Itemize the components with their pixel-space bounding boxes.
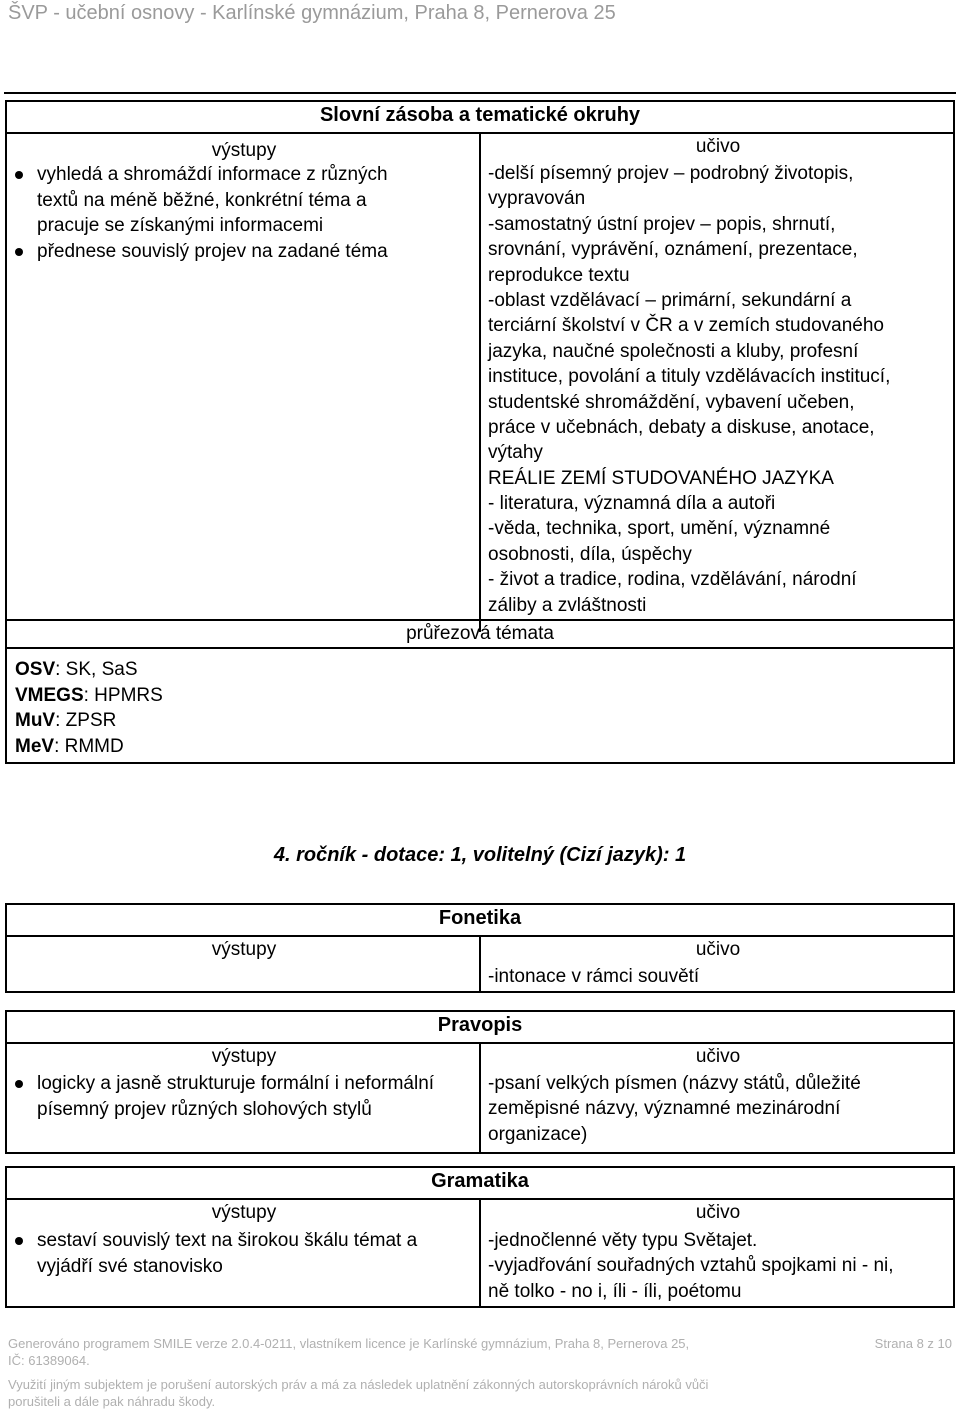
content-line: osobnosti, díla, úspěchy — [488, 543, 692, 565]
outputs-header: výstupy — [211, 1046, 277, 1067]
content-line: instituce, povolání a tituly vzdělávacích institucí, — [488, 366, 891, 388]
content-line: reprodukce textu — [488, 264, 630, 286]
content-line: -jednočlenné věty typu Světajet. — [488, 1230, 758, 1251]
content-line: jazyka, naučné společnosti a kluby, profesní — [488, 340, 859, 362]
cross-topics-divider — [7, 619, 953, 621]
content-line: výtahy — [488, 442, 543, 464]
content-line: zeměpisné názvy, významné mezinárodní — [488, 1098, 841, 1120]
content-line: srovnání, vyprávění, oznámení, prezentace, — [488, 239, 858, 261]
content-line: REÁLIE ZEMÍ STUDOVANÉHO JAZYKA — [488, 467, 834, 489]
outputs-header: výstupy — [211, 1202, 277, 1223]
pravopis-table — [5, 1010, 955, 1154]
cross-topic: MuV: ZPSR — [15, 710, 117, 731]
content-line: -samostatný ústní projev – popis, shrnutí, — [488, 213, 836, 235]
content-lines — [488, 1228, 894, 1304]
bullet-icon — [15, 1237, 23, 1245]
outputs-header: výstupy — [211, 140, 277, 161]
outputs-list — [11, 1071, 451, 1122]
cross-topics-list — [15, 657, 163, 759]
content-line: vypravován — [488, 188, 586, 210]
bullet-icon — [15, 248, 23, 256]
list-item: přednese souvislý projev na zadané téma — [11, 239, 431, 265]
cross-topic: OSV: SK, SaS — [15, 659, 138, 680]
outputs-list — [11, 162, 431, 264]
fonetika-table — [5, 903, 955, 993]
content-lines — [488, 964, 699, 989]
content-lines — [488, 1071, 861, 1147]
content-lines — [488, 161, 890, 618]
table-title: Fonetika — [438, 907, 522, 929]
content-header: učivo — [695, 1202, 741, 1223]
table-title: Gramatika — [431, 1170, 529, 1192]
footer-generated: Generováno programem SMILE verze 2.0.4-0211, vlastníkem licence je Karlínské gymnázium, Praha 8, Pernerova 25, IČ: 61389064. — [8, 1336, 690, 1368]
content-line: studentské shromáždění, vybavení učeben, — [488, 391, 855, 413]
content-header: učivo — [695, 1046, 741, 1067]
content-line: - život a tradice, rodina, vzdělávání, národní — [488, 569, 857, 591]
content-header: učivo — [695, 939, 741, 960]
footer-copyright: Využití jiným subjektem je porušení autorských práv a má za následek uplatnění zákonných autorskoprávních nároků vůči porušiteli a dále pak náhradu škody. — [8, 1377, 709, 1409]
gramatika-table — [5, 1166, 955, 1308]
content-line: -věda, technika, sport, umění, významné — [488, 518, 831, 540]
content-header: učivo — [695, 136, 741, 157]
content-line: -vyjadřování souřadných vztahů spojkami ni - ni, — [488, 1255, 894, 1277]
content-line: -oblast vzdělávací – primární, sekundární a — [488, 289, 852, 311]
content-line: ně tolko - no i, íli - íli, poétomu — [488, 1280, 742, 1302]
content-line: záliby a zvláštnosti — [488, 594, 647, 616]
cross-topic: MeV: RMMD — [15, 735, 124, 757]
content-line: terciární školství v ČR a v zemích studovaného — [488, 315, 884, 337]
bullet-icon — [15, 1080, 23, 1088]
page-number: Strana 8 z 10 — [874, 1336, 952, 1351]
column-divider — [479, 132, 481, 632]
table-title: Slovní zásoba a tematické okruhy — [319, 104, 641, 126]
table-top-rule — [4, 92, 956, 94]
cross-topic: VMEGS: HPMRS — [15, 684, 163, 706]
content-line: - literatura, významná díla a autoři — [488, 493, 776, 515]
outputs-header: výstupy — [211, 939, 277, 960]
page-header: ŠVP - učební osnovy - Karlínské gymnázium, Praha 8, Pernerova 25 — [8, 2, 616, 24]
cross-topics-header: průřezová témata — [406, 623, 554, 644]
content-line: -psaní velkých písmen (názvy států, důležité — [488, 1073, 861, 1094]
vocabulary-table — [5, 100, 955, 764]
section-heading: 4. ročník - dotace: 1, volitelný (Cizí jazyk): 1 — [273, 844, 687, 866]
cross-topics-divider — [7, 647, 953, 649]
list-item: logicky a jasně strukturuje formální i neformální písemný projev různých slohových stylů — [11, 1071, 451, 1122]
content-line: organizace) — [488, 1123, 588, 1145]
list-item: sestaví souvislý text na širokou škálu témat a vyjádří své stanovisko — [11, 1228, 451, 1279]
bullet-icon — [15, 171, 23, 179]
content-line: práce v učebnách, debaty a diskuse, anotace, — [488, 416, 875, 438]
content-line: -intonace v rámci souvětí — [488, 966, 700, 987]
outputs-list — [11, 1228, 451, 1279]
table-title: Pravopis — [437, 1014, 523, 1036]
list-item: vyhledá a shromáždí informace z různých textů na méně běžné, konkrétní téma a pracuje se získanými informacemi — [11, 162, 431, 239]
content-line: -delší písemný projev – podrobný životopis, — [488, 163, 854, 184]
